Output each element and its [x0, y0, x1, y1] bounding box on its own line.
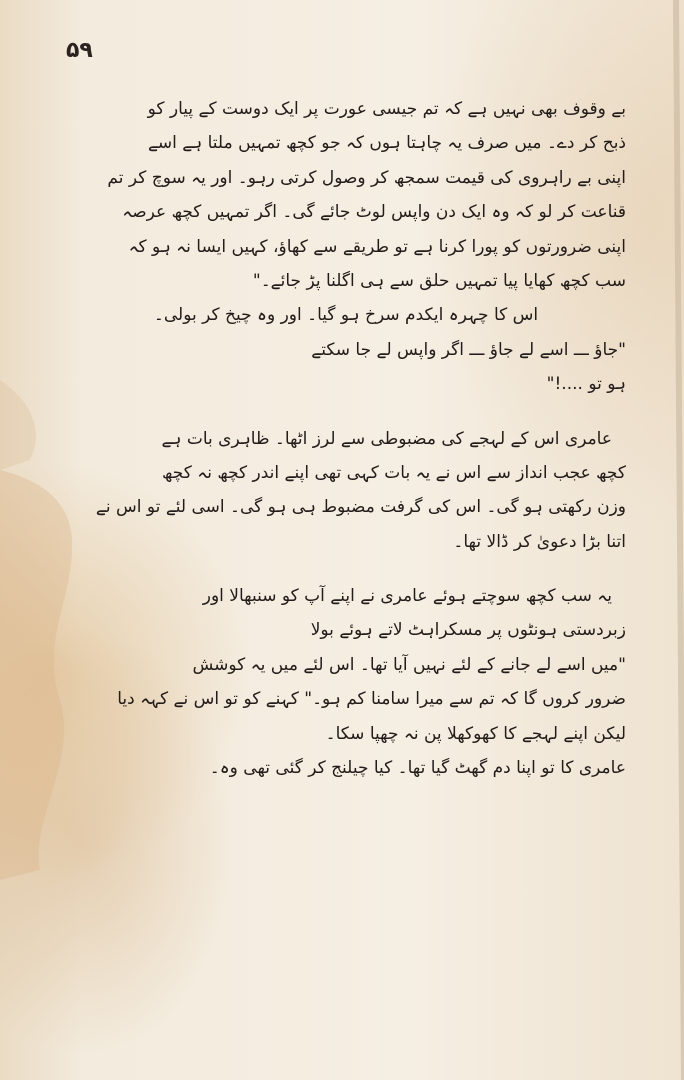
text-line: عامری اس کے لہجے کی مضبوطی سے لرز اٹھا۔ ظاہری بات ہے — [161, 428, 612, 449]
text-line: بے وقوف بھی نہیں ہے کہ تم جیسی عورت پر ایک دوست کے پیار کو — [147, 99, 626, 119]
paragraph — [66, 298, 626, 332]
text-line: "میں اسے لے جانے کے لئے نہیں آیا تھا۔ اس لئے میں یہ کوشش — [192, 654, 626, 675]
text-line: کچھ عجب انداز سے اس نے یہ بات کہی تھی اپنے اندر کچھ نہ کچھ — [162, 462, 626, 483]
paragraph — [66, 648, 626, 751]
text-line: ضرور کروں گا کہ تم سے میرا سامنا کم ہو۔" کہنے کو تو اس نے کہہ دیا — [117, 689, 626, 710]
paragraph-gap — [66, 559, 626, 579]
text-line: عامری کا تو اپنا دم گھٹ گیا تھا۔ کیا چیلنج کر گئی تھی وہ۔ — [209, 758, 626, 779]
text-line: "جاؤ ـــ اسے لے جاؤ ـــ اگر واپس لے جا سکتے — [311, 339, 626, 360]
body-text — [66, 92, 626, 785]
paragraph-gap — [66, 402, 626, 422]
text-line: قناعت کر لو کہ وہ ایک دن واپس لوٹ جائے گی۔ اگر تمہیں کچھ عرصہ — [122, 202, 626, 223]
paragraph — [66, 751, 626, 785]
text-line: اتنا بڑا دعویٰ کر ڈالا تھا۔ — [453, 531, 626, 552]
text-line: اپنی بے راہروی کی قیمت سمجھ کر وصول کرتی رہو۔ اور یہ سوچ کر تم — [107, 167, 626, 188]
text-line: وزن رکھتی ہو گی۔ اس کی گرفت مضبوط ہی ہو گی۔ اسی لئے تو اس نے — [95, 497, 626, 518]
text-line: زبردستی ہونٹوں پر مسکراہٹ لاتے ہوئے بولا — [310, 620, 626, 641]
paragraph — [66, 333, 626, 402]
paragraph — [66, 579, 626, 648]
text-line: یہ سب کچھ سوچتے ہوئے عامری نے اپنے آپ کو سنبھالا اور — [202, 586, 612, 607]
text-line: ذبح کر دے۔ میں صرف یہ چاہتا ہوں کہ جو کچھ تمہیں ملتا ہے اسے — [147, 133, 626, 154]
page-number: ۵۹ — [66, 38, 93, 63]
text-line: اپنی ضرورتوں کو پورا کرنا ہے تو طریقے سے کھاؤ، کہیں ایسا نہ ہو کہ — [128, 236, 626, 257]
text-line: ہو تو ....!" — [546, 374, 626, 395]
text-line: اس کا چہرہ ایکدم سرخ ہو گیا۔ اور وہ چیخ کر بولی۔ — [153, 305, 539, 326]
paragraph — [66, 422, 626, 560]
text-line: لیکن اپنے لہجے کا کھوکھلا پن نہ چھپا سکا۔ — [325, 723, 626, 744]
text-line: سب کچھ کھایا پیا تمہیں حلق سے ہی اگلنا پڑ جائے۔" — [252, 270, 626, 291]
paragraph — [66, 92, 626, 298]
